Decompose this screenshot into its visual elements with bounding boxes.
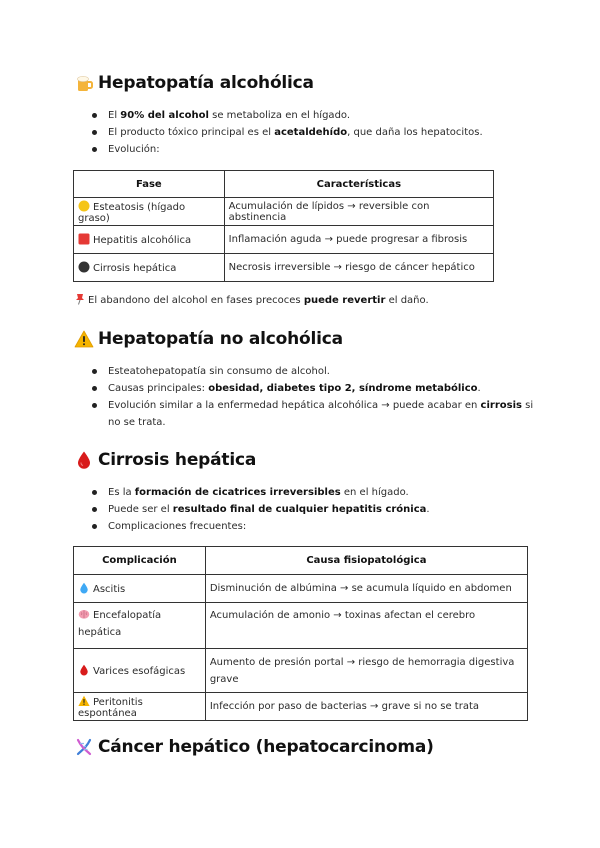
- list-item: El producto tóxico principal es el acetaldehído, que daña los hepatocitos.: [88, 124, 538, 141]
- table-row: Encefalopatía hepática Acumulación de amonio → toxinas afectan el cerebro: [74, 603, 528, 649]
- column-header: Causa fisiopatológica: [205, 547, 527, 575]
- list-item: Complicaciones frecuentes:: [88, 518, 538, 535]
- list-item: Esteatohepatopatía sin consumo de alcohol.: [88, 363, 538, 380]
- beer-mug-icon: [74, 73, 94, 93]
- warning-icon: [74, 329, 94, 349]
- column-header: Complicación: [74, 547, 206, 575]
- complications-table: [73, 546, 528, 721]
- bullet-list-cirrhosis: [88, 484, 538, 535]
- table-row: Cirrosis hepática Necrosis irreversible → riesgo de cáncer hepático: [74, 254, 494, 282]
- section-heading-nonalcoholic: [74, 329, 343, 349]
- section-title: Cirrosis hepática: [98, 450, 257, 470]
- column-header: Fase: [74, 171, 225, 198]
- section-title: Hepatopatía no alcohólica: [98, 329, 343, 349]
- red-square-icon: [78, 233, 90, 245]
- warning-icon: [78, 695, 90, 707]
- section-heading-alcoholic: [74, 73, 314, 93]
- section-title: Hepatopatía alcohólica: [98, 73, 314, 93]
- table-row: Peritonitis espontánea Infección por paso de bacterias → grave si no se trata: [74, 693, 528, 721]
- blood-drop-icon: [78, 664, 90, 676]
- section-heading-cancer: [74, 737, 434, 757]
- pushpin-icon: [74, 293, 86, 305]
- column-header: Características: [224, 171, 493, 198]
- table-row: Ascitis Disminución de albúmina → se acumula líquido en abdomen: [74, 575, 528, 603]
- table-header-row: [74, 171, 494, 198]
- pinned-note: El abandono del alcohol en fases precoces puede revertir el daño.: [74, 293, 429, 306]
- table-row: Varices esofágicas Aumento de presión portal → riesgo de hemorragia digestiva grave: [74, 649, 528, 693]
- bullet-list-alcoholic: [88, 107, 538, 158]
- section-title: Cáncer hepático (hepatocarcinoma): [98, 737, 434, 757]
- table-row: Esteatosis (hígado graso) Acumulación de lípidos → reversible con abstinencia: [74, 198, 494, 226]
- table-header-row: [74, 547, 528, 575]
- bullet-list-nonalcoholic: [88, 363, 538, 431]
- list-item: Puede ser el resultado final de cualquier hepatitis crónica.: [88, 501, 538, 518]
- list-item: Es la formación de cicatrices irreversibles en el hígado.: [88, 484, 538, 501]
- dna-icon: [74, 737, 94, 757]
- list-item: El 90% del alcohol se metaboliza en el hígado.: [88, 107, 538, 124]
- brain-icon: [78, 608, 90, 620]
- list-item: Evolución similar a la enfermedad hepática alcohólica → puede acabar en cirrosis si no se trata.: [88, 397, 538, 431]
- section-heading-cirrhosis: [74, 450, 256, 470]
- yellow-circle-icon: [78, 200, 90, 212]
- blood-drop-icon: [74, 450, 94, 470]
- water-drop-icon: [78, 582, 90, 594]
- list-item: Causas principales: obesidad, diabetes tipo 2, síndrome metabólico.: [88, 380, 538, 397]
- table-row: Hepatitis alcohólica Inflamación aguda → puede progresar a fibrosis: [74, 226, 494, 254]
- phases-table: [73, 170, 494, 282]
- list-item: Evolución:: [88, 141, 538, 158]
- black-circle-icon: [78, 261, 90, 273]
